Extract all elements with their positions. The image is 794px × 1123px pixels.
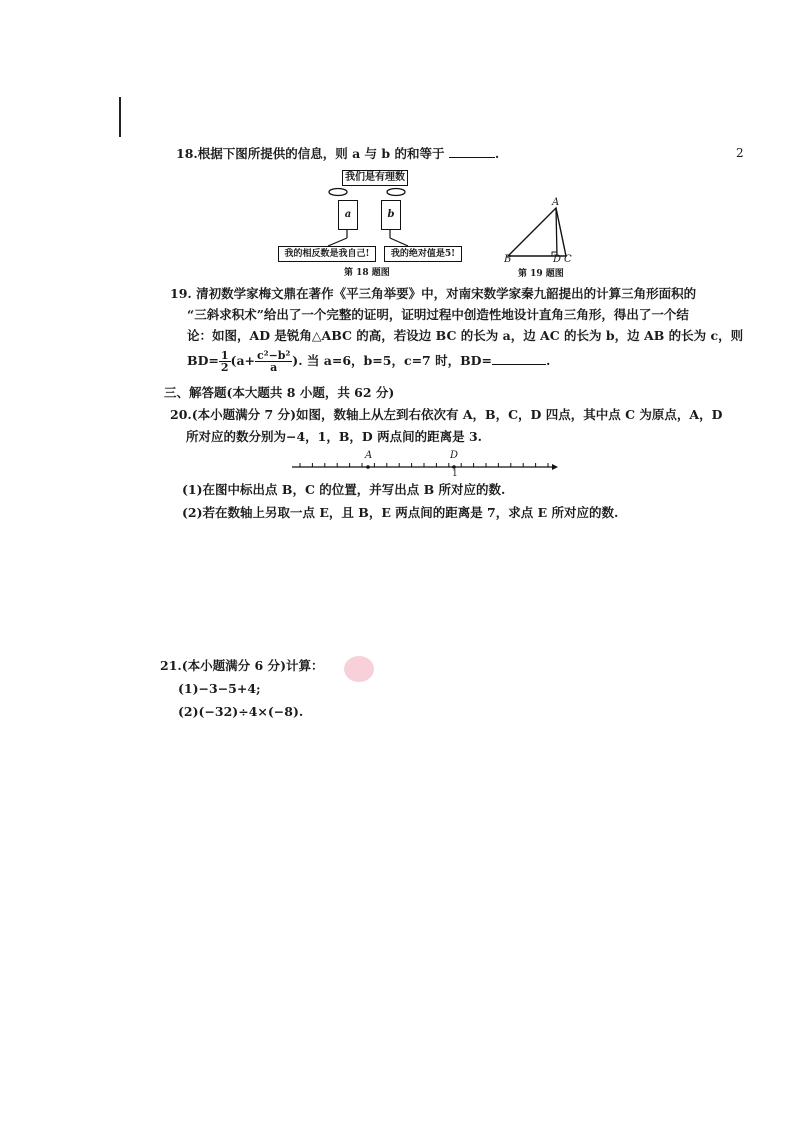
half-denominator: 2 (220, 361, 229, 374)
figure-19-caption: 第 19 题图 (518, 269, 564, 279)
question-20-line-2: 所对应的数分别为−4，1，B，D 两点间的距离是 3. (186, 429, 483, 444)
axis-point (366, 465, 370, 469)
label-c: C (564, 254, 572, 265)
answer-blank-18[interactable] (449, 157, 495, 158)
question-20-line-1: 20.(本小题满分 7 分)如图，数轴上从左到右依次有 A，B，C，D 四点，其中点 C 为原点，A，D (170, 407, 723, 422)
question-19-line-1: 19. 清初数学家梅文鼎在著作《平三角举要》中，对南宋数学家秦九韶提出的计算三角形面积的 (170, 286, 697, 301)
inner-numerator: c²−b² (257, 349, 291, 362)
section-3-title: 三、解答题(本大题共 8 小题，共 62 分) (164, 385, 395, 400)
box-a: a (338, 200, 358, 230)
point-a-label: A (365, 450, 373, 461)
number-line-axis (290, 449, 560, 479)
half-fraction (219, 350, 231, 373)
question-21-part-1: (1)−3−5+4; (178, 681, 261, 696)
label-d: D (553, 254, 562, 265)
bubble-b: 我的绝对值是5! (384, 246, 462, 262)
page-number: 2 (736, 146, 744, 160)
top-box: 我们是有理数 (342, 170, 408, 186)
figure-19 (500, 196, 580, 280)
inner-denominator: a (270, 361, 278, 374)
bubble-a: 我的相反数是我自己! (278, 246, 376, 262)
question-18-end: . (494, 146, 500, 161)
question-21-part-2: (2)(−32)÷4×(−8). (178, 704, 304, 719)
question-19-line-2: “三斜求积术”给出了一个完整的证明，证明过程中创造性地设计直角三角形，得出了一个结 (187, 307, 689, 322)
question-19-formula (187, 348, 550, 374)
point-d-label: D (450, 450, 459, 461)
point-d-value: 1 (452, 469, 458, 479)
half-numerator: 1 (220, 349, 229, 362)
box-b: b (381, 200, 401, 230)
question-20-part-2: (2)若在数轴上另取一点 E，且 B，E 两点间的距离是 7，求点 E 所对应的数. (182, 505, 619, 520)
answer-blank-19[interactable] (492, 364, 546, 365)
figure-18-caption: 第 18 题图 (344, 268, 390, 278)
formula-lhs: BD= (187, 353, 219, 368)
paren-close: ) (292, 353, 299, 368)
question-18 (176, 144, 499, 164)
formula-condition: . 当 a=6，b=5，c=7 时，BD= (298, 353, 492, 368)
question-19-end: . (545, 353, 551, 368)
question-19-line-3: 论：如图，AD 是锐角△ABC 的高，若设边 BC 的长为 a，边 AC 的长为 b，边 AB 的长为 c，则 (187, 328, 744, 343)
label-b: B (504, 254, 512, 265)
margin-bar (119, 97, 121, 137)
inner-fraction (255, 350, 292, 373)
question-21-title: 21.(本小题满分 6 分)计算： (160, 658, 324, 673)
label-a: A (552, 197, 560, 208)
paren-open: (a+ (230, 353, 256, 368)
question-18-text: 18.根据下图所提供的信息，则 a 与 b 的和等于 (176, 146, 445, 161)
figure-18 (270, 166, 470, 278)
stamp-mark (344, 656, 374, 682)
question-20-part-1: (1)在图中标出点 B，C 的位置，并写出点 B 所对应的数. (182, 482, 506, 497)
number-line (290, 449, 560, 479)
